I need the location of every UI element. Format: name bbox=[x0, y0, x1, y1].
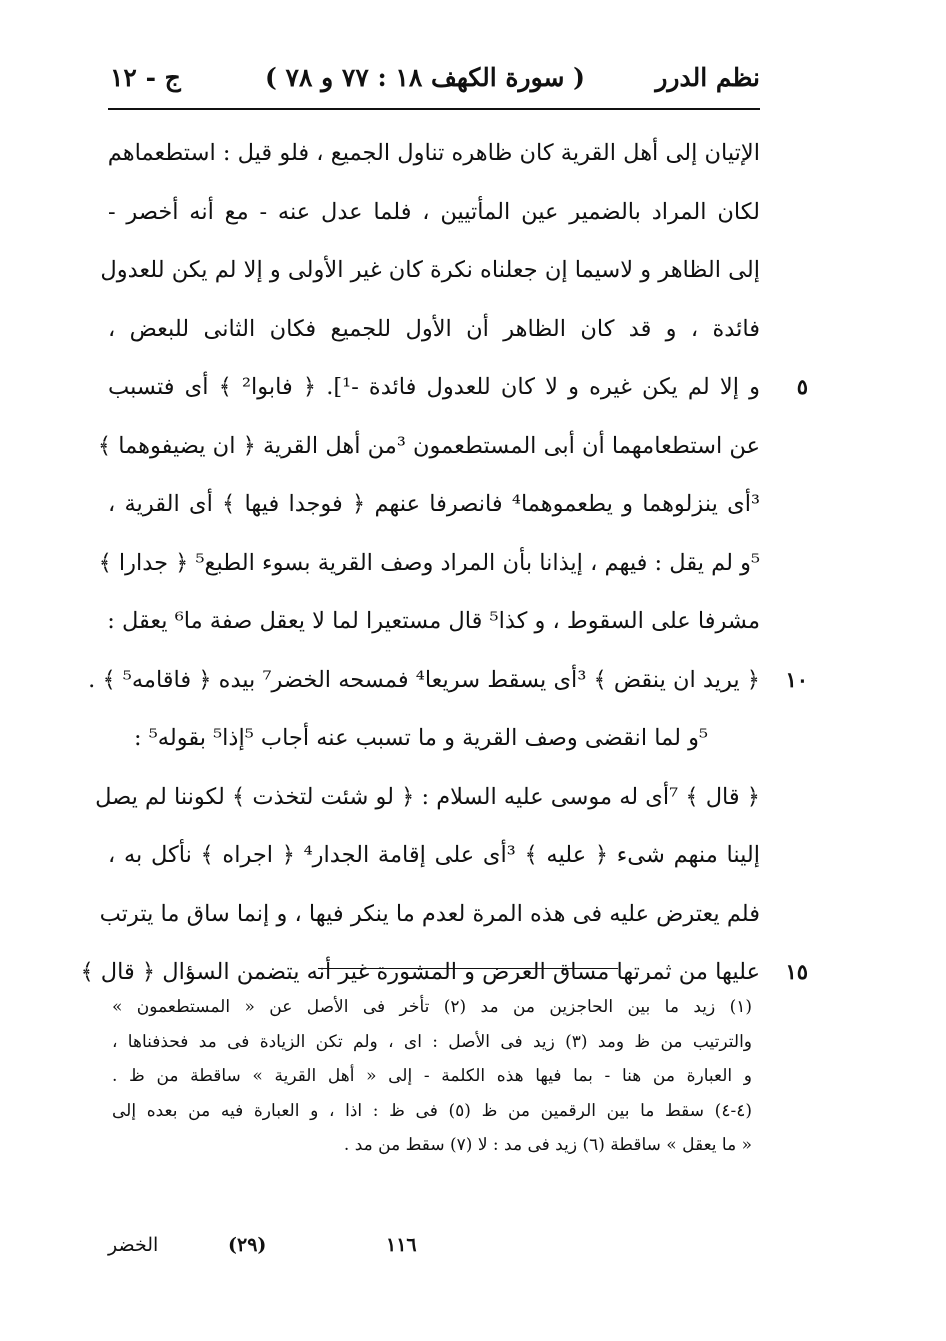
header-rule bbox=[108, 108, 760, 110]
footnote-line: (٤-٤) سقط ما بين الرقمين من ظ (٥) فى ظ : اذا ، و العبارة فيه من بعده إلى bbox=[112, 1100, 752, 1121]
surah-reference: ( سورة الكهف ١٨ : ٧٧ و ٧٨ ) bbox=[265, 63, 585, 92]
text-line: لكان المراد بالضمير عين المأتيين ، فلما عدل عنه - مع أنه أخصر - bbox=[108, 198, 760, 225]
book-title: نظم الدرر bbox=[655, 63, 760, 92]
volume-label: ج - ١٢ bbox=[110, 63, 181, 92]
page-number: ١١٦ bbox=[386, 1234, 417, 1256]
signature-word: الخضر bbox=[108, 1234, 159, 1256]
text-line: فلم يعترض عليه فى هذه المرة لعدم ما ينكر فيها ، و إنما ساق ما يترتب bbox=[99, 900, 760, 927]
text-line: ³أى ينزلوهما و يطعموهما⁴ فانصرفا عنهم ﴿ فوجدا فيها ﴾ أى القرية ، bbox=[108, 491, 760, 517]
signature-number: (٢٩) bbox=[228, 1234, 267, 1256]
line-number: ١٠ bbox=[785, 666, 808, 692]
page-header bbox=[110, 58, 760, 98]
footnote-line: والترتيب من ظ ومد (٣) زيد فى الأصل : اى ، ولم تكن الزيادة فى مد فحذفناها ، bbox=[112, 1031, 752, 1052]
text-line: إلينا منهم شىء ﴿ عليه ﴾ ³أى على إقامة الجدار⁴ ﴿ اجراه ﴾ نأكل به ، bbox=[108, 842, 761, 868]
footnotes bbox=[112, 990, 752, 1163]
text-line: ﴿ يريد ان ينقض ﴾ ³أى يسقط سريعا⁴ فمسحه الخضر⁷ بيده ﴿ فاقامه⁵ ﴾ . ١٠ bbox=[108, 651, 760, 710]
text-line: ﴿ قال ﴾ ⁷أى له موسى عليه السلام : ﴿ لو شئت لتخذت ﴾ لكوننا لم يصل bbox=[95, 783, 760, 810]
footnote-rule bbox=[318, 968, 618, 969]
page-footer bbox=[108, 1230, 728, 1260]
text-line: عن استطعامهما أن أبى المستطعمون ³من أهل القرية ﴿ ان يضيفوهما ﴾ bbox=[97, 432, 760, 459]
footnote-line: « ما يعقل » ساقطة (٦) زيد فى مد : لا (٧) سقط من مد . bbox=[343, 1135, 752, 1155]
text-line: و إلا لم يكن غيره و لا كان للعدول فائدة -¹]. ﴿ فابوا² ﴾ أى فتسبب ٥ bbox=[108, 358, 760, 417]
footnote-line: و العبارة من هنا - بما فيها هذه الكلمة - إلى « أهل القرية » ساقطة من ظ . bbox=[112, 1066, 752, 1086]
line-number: ١٥ bbox=[785, 959, 808, 984]
text-line: فائدة ، و قد كان الظاهر أن الأول للجميع فكان الثانى للبعض ، bbox=[108, 315, 760, 342]
text-line: مشرفا على السقوط ، و كذا⁵ قال مستعيرا لما لا يعقل صفة ما⁶ يعقل : bbox=[107, 608, 760, 634]
text-line: إلى الظاهر و لاسيما إن جعلناه نكرة كان غير الأولى و إلا لم يكن للعدول bbox=[100, 257, 760, 283]
main-text bbox=[80, 124, 808, 1002]
line-number: ٥ bbox=[796, 374, 808, 399]
text-line: ⁵و لما انقضى وصف القرية و ما تسبب عنه أجاب ⁵إذا⁵ بقوله⁵ : bbox=[134, 725, 708, 751]
text-line: عليها من ثمرتها مساق العرض و المشورة غير أنه يتضمن السؤال ﴿ قال ﴾ ١٥ bbox=[108, 943, 760, 1002]
text-line: ⁵و لم يقل : فيهم ، إيذانا بأن المراد وصف القرية بسوء الطبع⁵ ﴿ جدارا ﴾ bbox=[98, 549, 760, 576]
footnote-line: (١) زيد ما بين الحاجزين من مد (٢) تأخر فى الأصل عن « المستطعمون » bbox=[112, 997, 752, 1017]
text-line: الإتيان إلى أهل القرية كان ظاهره تناول الجميع ، فلو قيل : استطعماهم bbox=[107, 140, 760, 166]
